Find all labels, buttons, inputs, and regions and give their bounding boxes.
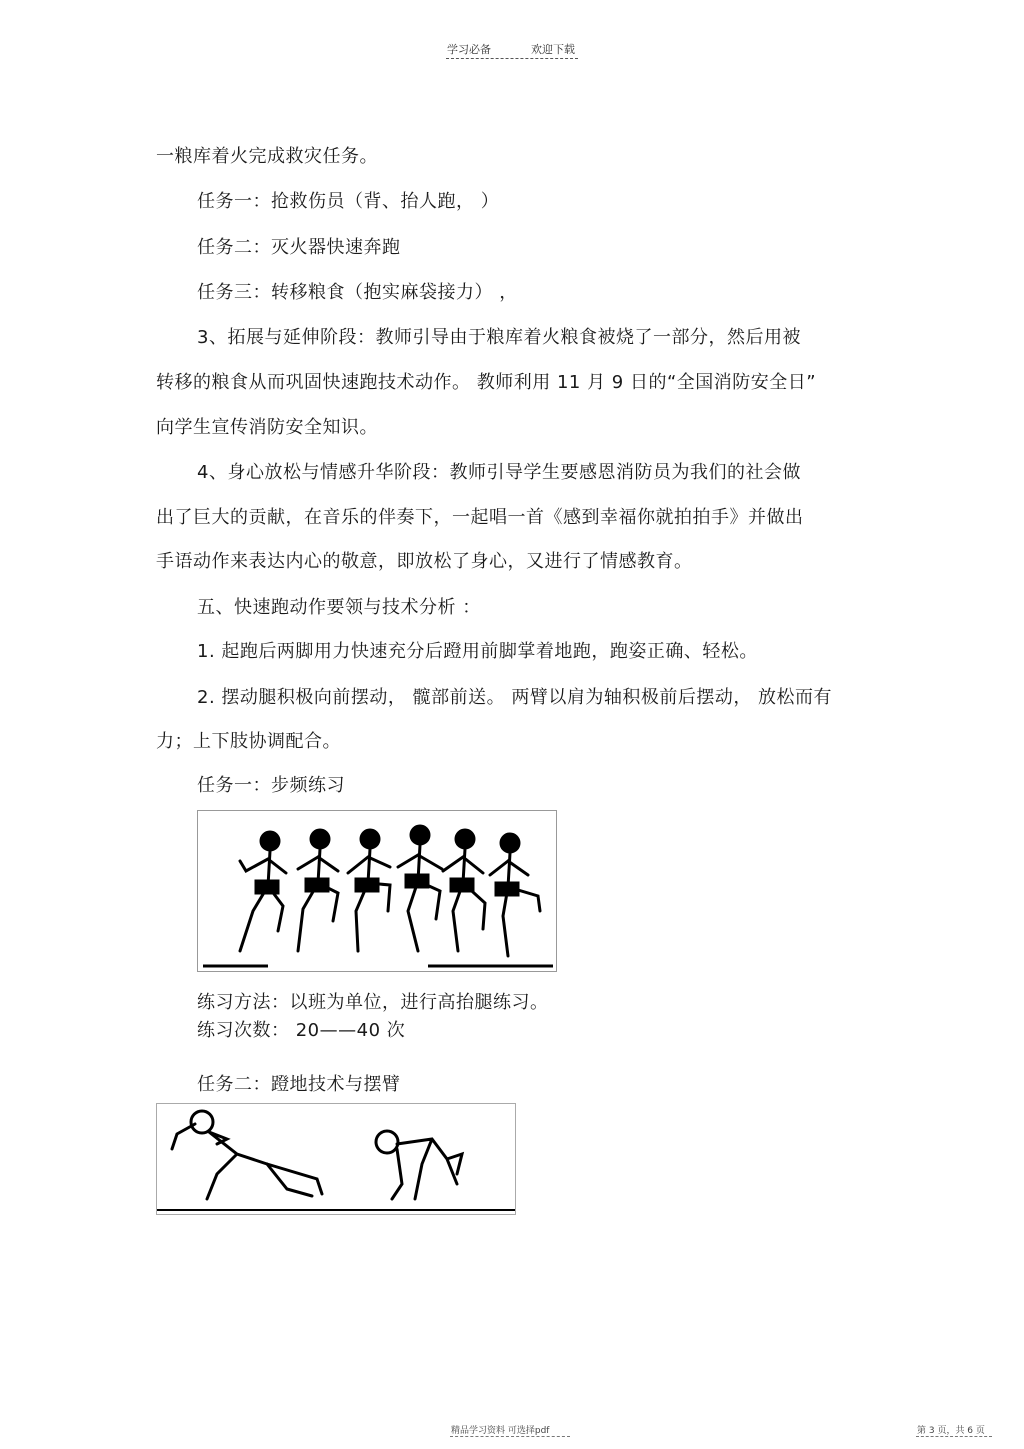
paragraph-line: 转移的粮食从而巩固快速跑技术动作。 教师利用 11 月 9 日的“全国消防安全日”	[156, 372, 817, 393]
runner-sequence-illustration	[198, 811, 556, 971]
page-number: 第 3 页，共 6 页	[917, 1426, 985, 1436]
paragraph-line: 3、拓展与延伸阶段：教师引导由于粮库着火粮食被烧了一部分，然后用被	[197, 327, 801, 348]
section-heading: 五、快速跑动作要领与技术分析 ：	[197, 597, 481, 618]
paragraph-line: 出了巨大的贡献，在音乐的伴奏下，一起唱一首《感到幸福你就拍拍手》并做出	[156, 507, 804, 528]
header-divider	[446, 58, 578, 59]
footer-divider	[916, 1436, 992, 1437]
technique-point-2: 2. 摆动腿积极向前摆动， 髋部前送。 两臂以肩为轴积极前后摆动， 放松而有	[197, 687, 833, 708]
paragraph-line: 4、身心放松与情感升华阶段：教师引导学生要感恩消防员为我们的社会做	[197, 462, 801, 483]
high-knee-running-figure	[197, 810, 557, 972]
task-heading: 任务二：蹬地技术与摆臂	[197, 1074, 401, 1095]
technique-point-1: 1. 起跑后两脚用力快速充分后蹬用前脚掌着地跑，跑姿正确、轻松。	[197, 641, 758, 662]
task-three-line: 任务三：转移粮食（抱实麻袋接力） ，	[197, 282, 518, 303]
paragraph-line: 一粮库着火完成救灾任务。	[156, 146, 378, 167]
sprinter-start-illustration	[157, 1104, 515, 1214]
practice-method: 练习方法：以班为单位，进行高抬腿练习。	[197, 992, 549, 1013]
practice-count: 练习次数： 20——40 次	[197, 1020, 406, 1041]
paragraph-line: 力；上下肢协调配合。	[156, 731, 341, 752]
header-left-text: 学习必备	[447, 43, 491, 56]
header-right-text: 欢迎下载	[531, 43, 575, 56]
task-heading: 任务一：步频练习	[197, 775, 345, 796]
push-off-arm-swing-figure	[156, 1103, 516, 1215]
footer-left-text: 精品学习资料 可选择pdf	[451, 1426, 550, 1436]
paragraph-line: 手语动作来表达内心的敬意，即放松了身心，又进行了情感教育。	[156, 551, 693, 572]
paragraph-line: 向学生宣传消防安全知识。	[156, 417, 378, 438]
task-one-line: 任务一：抢救伤员（背、抬人跑， ）	[197, 191, 500, 212]
footer-divider	[450, 1436, 570, 1437]
task-two-line: 任务二：灭火器快速奔跑	[197, 237, 401, 258]
